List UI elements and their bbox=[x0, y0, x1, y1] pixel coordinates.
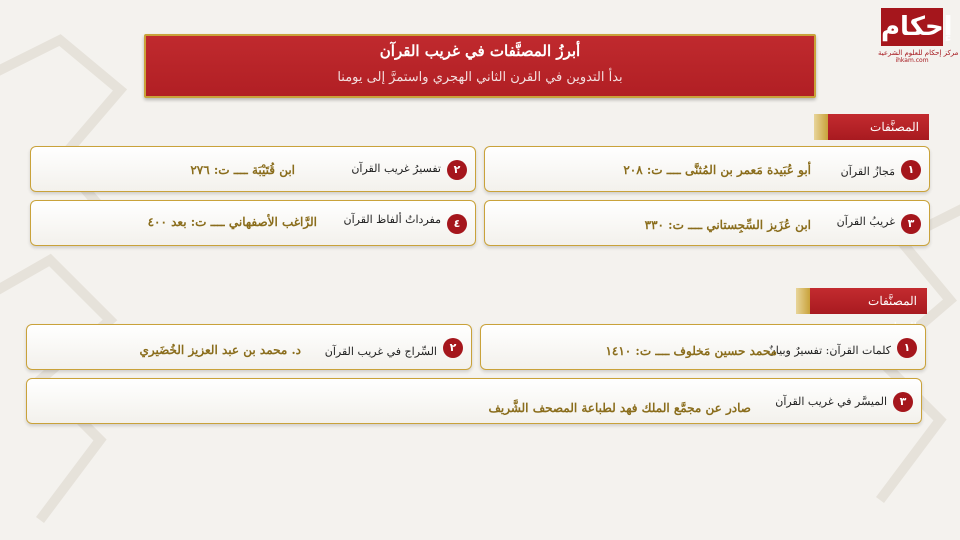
number-badge: ٤ bbox=[447, 214, 467, 234]
old-work-card-3 bbox=[484, 200, 930, 246]
old-work-card-4 bbox=[30, 200, 476, 246]
new-work-card-2 bbox=[26, 324, 472, 370]
old-work-card-1 bbox=[484, 146, 930, 192]
number-badge: ١ bbox=[897, 338, 917, 358]
book-title: تفسيرُ غريب القرآن bbox=[351, 162, 441, 175]
section-old-label: المصنَّفات bbox=[828, 114, 929, 140]
logo-url: ihkam.com bbox=[895, 57, 929, 64]
author-name: الرَّاغب الأصفهاني ــــ ت: بعد ٤٠٠ bbox=[147, 215, 317, 229]
number-badge: ٢ bbox=[447, 160, 467, 180]
book-title: مفرداتُ ألفاظ القرآن bbox=[343, 213, 441, 226]
author-name: صادر عن مجمَّع الملك فهد لطباعة المصحف الشَّريف bbox=[488, 401, 751, 415]
new-work-card-3 bbox=[26, 378, 922, 424]
old-work-card-2 bbox=[30, 146, 476, 192]
author-name: د. محمد بن عبد العزيز الخُضَيري bbox=[139, 343, 301, 357]
section-new-label: المصنَّفات bbox=[810, 288, 927, 314]
logo-subtitle: مركز إحكام للعلوم الشرعية bbox=[878, 49, 959, 57]
number-badge: ٣ bbox=[893, 392, 913, 412]
book-title: كلمات القرآن: تفسيرٌ وبيانٌ bbox=[767, 344, 891, 357]
number-badge: ٢ bbox=[443, 338, 463, 358]
author-name: ابن قُتَيْبَة ــــ ت: ٢٧٦ bbox=[190, 163, 295, 177]
page-title: أبرزُ المصنَّفات في غريب القرآن bbox=[379, 42, 581, 60]
logo-mark: إحكام bbox=[881, 8, 943, 46]
book-title: الميسَّر في غريب القرآن bbox=[775, 395, 887, 408]
book-title: غريبُ القرآن bbox=[836, 215, 895, 228]
number-badge: ٣ bbox=[901, 214, 921, 234]
number-badge: ١ bbox=[901, 160, 921, 180]
logo bbox=[878, 8, 959, 70]
book-title: السِّراج في غريب القرآن bbox=[324, 345, 437, 358]
author-name: أبو عُبَيدة مَعمر بن المُثنَّى ــــ ت: ٢٠٨ bbox=[623, 163, 811, 177]
header-banner bbox=[144, 34, 816, 98]
new-work-card-1 bbox=[480, 324, 926, 370]
book-title: مَجازُ القرآن bbox=[840, 165, 895, 178]
author-name: محمد حسين مَخلوف ــــ ت: ١٤١٠ bbox=[605, 344, 777, 358]
author-name: ابن عُزَيز السِّجِستاني ــــ ت: ٣٣٠ bbox=[644, 218, 811, 232]
page-subtitle: بدأ التدوين في القرن الثاني الهجري واستمرَّ إلى يومنا bbox=[337, 70, 623, 85]
